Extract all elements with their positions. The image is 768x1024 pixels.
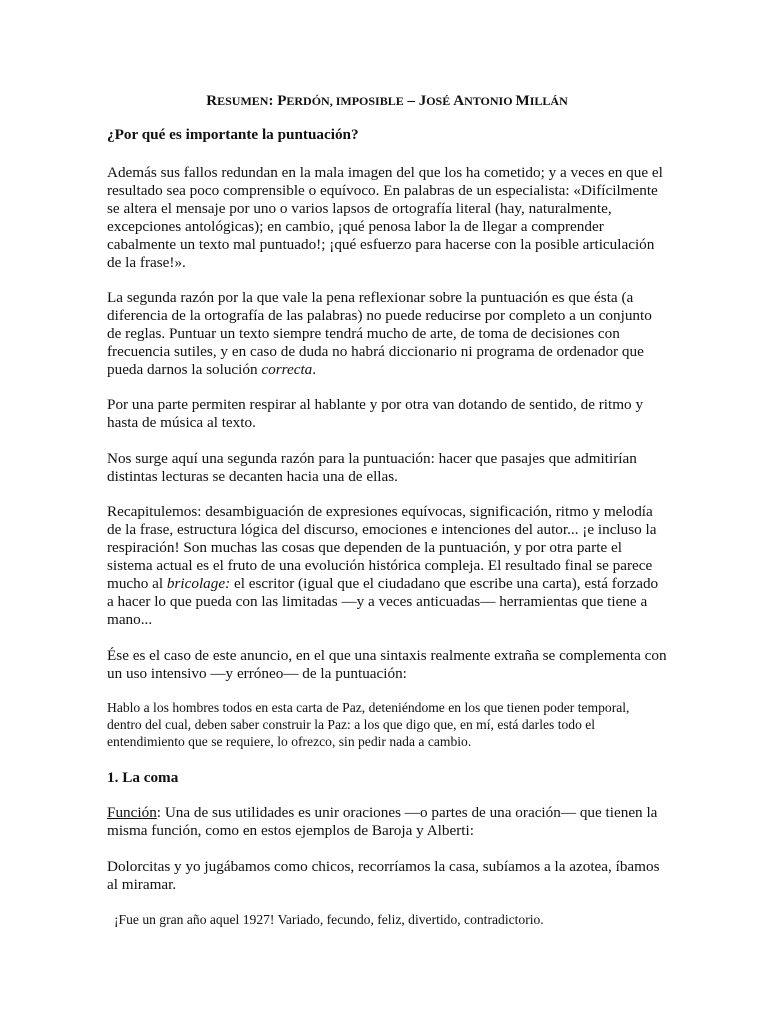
quoted-advertisement: Hablo a los hombres todos en esta carta de Paz, deteniéndome en los que tienen poder temporal, dentro del cual, deben saber construir la Paz: a los que digo que, en mí, está darles todo el entendimiento que se requiere, lo ofrezco, sin pedir nada a cambio.	[107, 700, 630, 749]
section-heading-coma: 1. La coma	[107, 769, 179, 786]
example-alberti: ¡Fue un gran año aquel 1927! Variado, fecundo, feliz, divertido, contradictorio.	[114, 912, 544, 927]
title-part: M	[515, 93, 530, 109]
title-part: NTONIO	[464, 94, 516, 108]
title-part: –	[403, 93, 419, 109]
title-part: J	[418, 93, 427, 109]
paragraph-5-text-end: el escritor (igual que el ciudadano que escribe una carta), está forzado a hacer lo que pueda con las limitadas —y a veces anticuadas— herramientas que tiene a mano...	[107, 575, 659, 628]
paragraph-6: Ése es el caso de este anuncio, en el que una sintaxis realmente extraña se complementa con un uso intensivo —y erróneo— de la puntuación:	[107, 647, 667, 682]
question-heading: ¿Por qué es importante la puntuación?	[107, 126, 359, 143]
paragraph-3: Por una parte permiten respirar al hablante y por otra van dotando de sentido, de ritmo y hasta de música al texto.	[107, 396, 644, 431]
paragraph-2-text: La segunda razón por la que vale la pena reflexionar sobre la puntuación es que ésta (a diferencia de la ortografía de las palabras) no puede reducirse por completo a un conjunto de reglas. Puntuar un texto siempre tendrá mucho de arte, de toma de decisiones con frecuencia sutiles, y en caso de duda no habrá diccionario ni programa de ordenador que pueda darnos la solución	[107, 289, 652, 378]
title-part: A	[453, 93, 465, 109]
paragraph-2	[107, 289, 667, 379]
paragraph-5-italic: bricolage:	[166, 575, 231, 592]
title-part: OSÉ	[426, 94, 454, 108]
example-baroja: Dolorcitas y yo jugábamos como chicos, recorríamos la casa, subíamos a la azotea, íbamos al miramar.	[107, 858, 660, 893]
paragraph-2-italic: correcta	[261, 361, 313, 378]
title-part: ERDÓN, IMPOSIBLE	[286, 94, 404, 108]
title-part: :	[268, 93, 278, 109]
function-paragraph	[107, 804, 667, 840]
function-text: : Una de sus utilidades es unir oraciones —o partes de una oración— que tienen la misma función, como en estos ejemplos de Baroja y Alberti:	[107, 804, 658, 839]
function-label: Función	[107, 804, 157, 821]
paragraph-4: Nos surge aquí una segunda razón para la puntuación: hacer que pasajes que admitirían distintas lecturas se decanten hacia una de ellas.	[107, 450, 637, 485]
title-part: ESUMEN	[217, 94, 269, 108]
title-part: ILLÁN	[529, 94, 568, 108]
title-part: P	[277, 93, 287, 109]
paragraph-2-end: .	[312, 361, 317, 378]
title-part: R	[206, 93, 218, 109]
paragraph-1: Además sus fallos redundan en la mala imagen del que los ha cometido; y a veces en que el resultado sea poco comprensible o equívoco. En palabras de un especialista: «Difícilmente se altera el mensaje por uno o varios lapsos de ortografía literal (hay, naturalmente, excepciones antológicas); en cambio, ¡qué penosa labor la de llegar a comprender cabalmente un texto mal puntuado!; ¡qué esfuerzo para hacerse con la posible articulación de la frase!».	[107, 164, 663, 271]
paragraph-5	[107, 503, 667, 629]
document-title	[107, 93, 667, 110]
paragraph-5-text: Recapitulemos: desambiguación de expresiones equívocas, significación, ritmo y melodía de la frase, estructura lógica del discurso, emociones e intenciones del autor... ¡e incluso la respiración! Son muchas las cosas que dependen de la puntuación, y por otra parte el sistema actual es el fruto de una evolución histórica compleja. El resultado final se parece mucho al	[107, 503, 657, 592]
